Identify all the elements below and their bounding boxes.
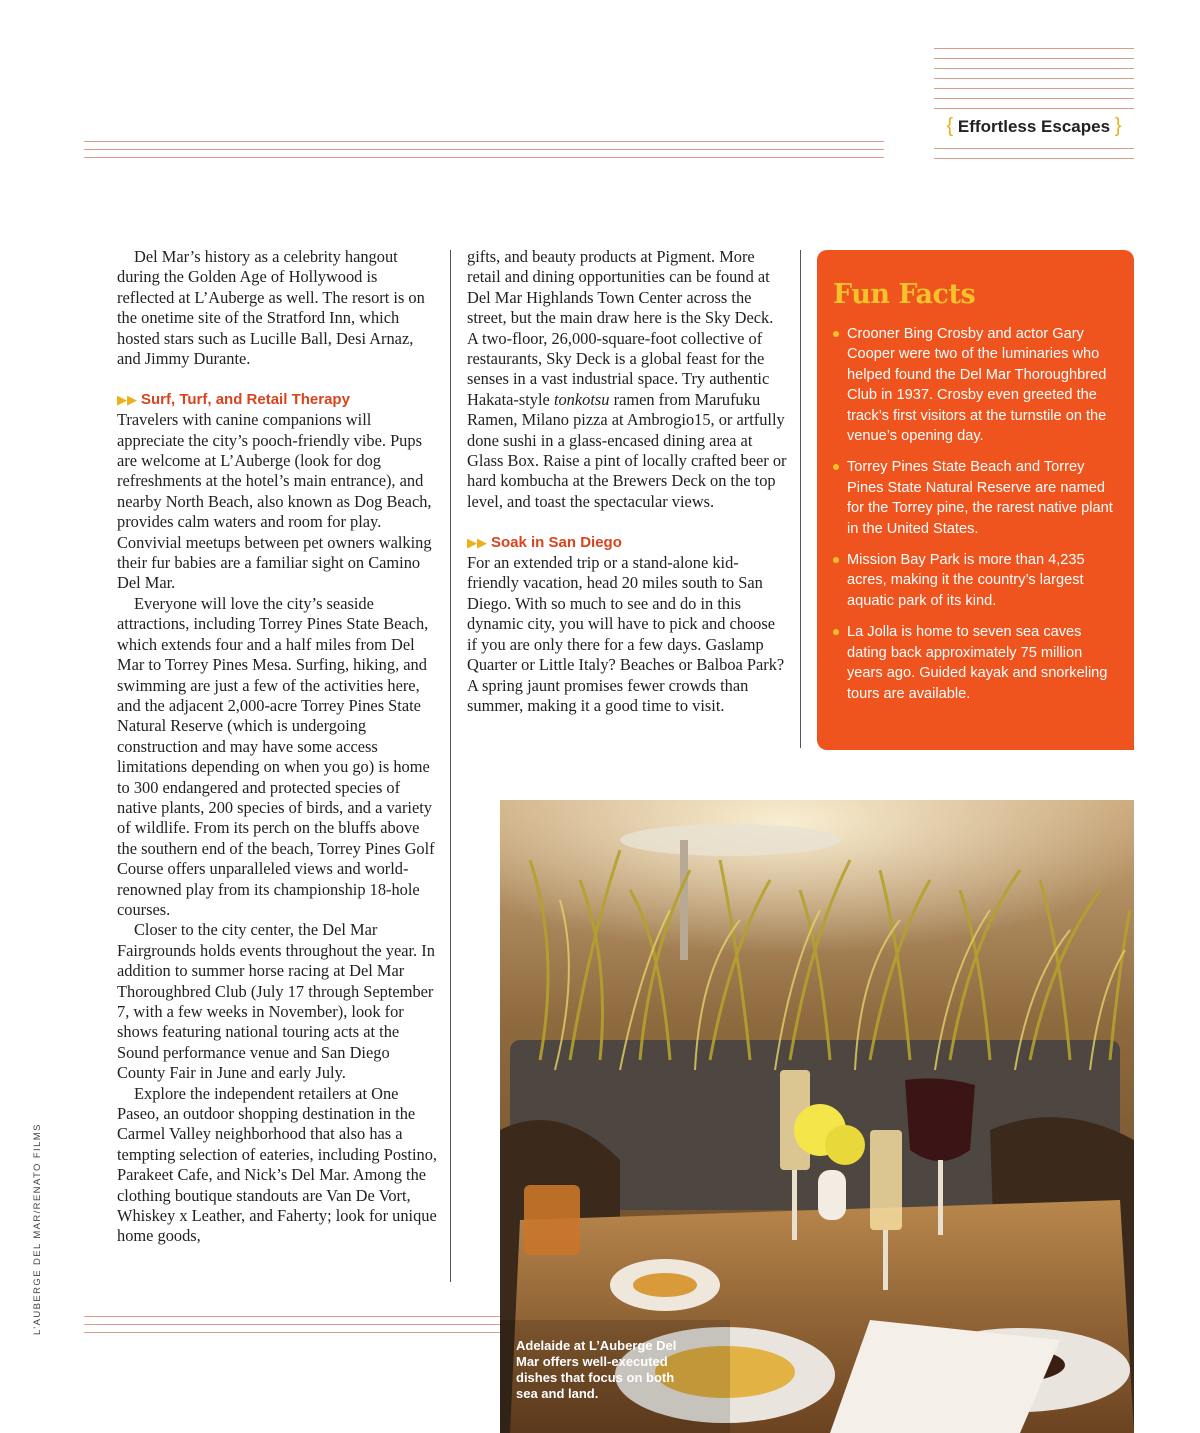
fun-fact-item bbox=[833, 622, 1116, 704]
fun-fact-text: Mission Bay Park is more than 4,235 acres, making it the country’s largest aquatic park of its kind. bbox=[847, 552, 1085, 609]
column-divider-1 bbox=[450, 250, 451, 1282]
paragraph: For an extended trip or a stand-alone kid-friendly vacation, head 20 miles south to San Diego. With so much to see and do in this dynamic city, you will have to pick and choose if you are only there for a few days. Gaslamp Quarter or Little Italy? Beaches or Balboa Park? A spring jaunt promises fewer crowds than summer, making it a good time to visit. bbox=[467, 553, 785, 715]
subhead-label: Soak in San Diego bbox=[491, 533, 622, 551]
text-run: gifts, and beauty products at Pigment. More retail and dining opportunities can be found at Del Mar Highlands Town Center across the street, but the main draw here is the Sky Deck. A two-floor, 26,000-square-foot collective of restaurants, Sky Deck is a global feast for the senses in a vast industrial space. Try authentic Hakata-style bbox=[467, 247, 774, 409]
fun-facts-box bbox=[817, 250, 1134, 750]
arrow-icon: ▶▶ bbox=[117, 391, 137, 407]
paragraph: Del Mar’s history as a celebrity hangout during the Golden Age of Hollywood is reflected at L’Auberge as well. The resort is on the onetime site of the Stratford Inn, which hosted stars such as Lucille Ball, Desi Arnaz, and Jimmy Durante. bbox=[117, 247, 425, 369]
fun-fact-item bbox=[833, 457, 1116, 539]
fun-facts-list bbox=[833, 324, 1116, 704]
header-rules-right bbox=[934, 48, 1134, 160]
bullet-icon bbox=[833, 557, 839, 563]
fun-fact-item bbox=[833, 324, 1116, 446]
arrow-icon: ▶▶ bbox=[467, 534, 487, 550]
photo-caption: Adelaide at L’Auberge Del Mar offers well-executed dishes that focus on both sea and land. bbox=[516, 1338, 677, 1401]
photo-credit: L’AUBERGE DEL MAR/RENATO FILMS bbox=[32, 1123, 43, 1335]
article-column-1 bbox=[117, 247, 437, 1247]
fun-fact-text: La Jolla is home to seven sea caves dating back approximately 75 million years ago. Guided kayak and snorkeling tours are available. bbox=[847, 624, 1108, 702]
section-tag bbox=[934, 113, 1134, 139]
paragraph: Travelers with canine companions will appreciate the city’s pooch-friendly vibe. Pups are welcome at L’Auberge (look for dog refreshments at the hotel’s main entrance), and nearby North Beach, also known as Dog Beach, provides calm waters and room for play. Convivial meetups between pet owners walking their fur babies are a familiar sight on Camino Del Mar. bbox=[117, 410, 432, 593]
bullet-icon bbox=[833, 629, 839, 635]
paragraph: Closer to the city center, the Del Mar Fairgrounds holds events throughout the year. In addition to summer horse racing at Del Mar Thoroughbred Club (July 17 through September 7, with a few weeks in November), look for shows featuring national touring acts at the Sound performance venue and San Diego County Fair in June and early July. bbox=[117, 920, 435, 1083]
brace-open: { bbox=[946, 115, 954, 137]
paragraph: Explore the independent retailers at One Paseo, an outdoor shopping destination in the Carmel Valley neighborhood that also has a tempting selection of eateries, including Postino, Parakeet Cafe, and Nick’s Del Mar. Among the clothing boutique standouts are Van De Vort, Whiskey x Leather, and Faherty; look for unique home goods, bbox=[117, 1083, 438, 1246]
brace-close: } bbox=[1114, 115, 1122, 137]
footer-rules-left bbox=[84, 1316, 500, 1334]
subhead-soak-san-diego bbox=[467, 533, 787, 553]
bullet-icon bbox=[833, 331, 839, 337]
column-divider-2 bbox=[800, 250, 801, 748]
subhead-label: Surf, Turf, and Retail Therapy bbox=[141, 390, 350, 408]
subhead-surf-turf bbox=[117, 390, 437, 410]
section-tag-label: Effortless Escapes bbox=[957, 117, 1111, 136]
fun-facts-title: Fun Facts bbox=[833, 279, 976, 310]
fun-fact-text: Torrey Pines State Beach and Torrey Pines State Natural Reserve are named for the Torrey pine, the rarest native plant in the United States. bbox=[847, 459, 1113, 537]
paragraph bbox=[467, 247, 787, 512]
bullet-icon bbox=[833, 464, 839, 470]
article-column-2 bbox=[467, 247, 787, 716]
text-run: ramen from Marufuku Ramen, Milano pizza at Ambrogio15, or artfully done sushi in a glass-encased dining area at Glass Box. Raise a pint of locally crafted beer or hard kombucha at the Brewers Deck on the top level, and toast the spectacular views. bbox=[467, 389, 787, 511]
fun-fact-item bbox=[833, 550, 1116, 611]
text-run-italic: tonkotsu bbox=[553, 389, 610, 409]
restaurant-photo bbox=[500, 800, 1134, 1433]
header-rules-left bbox=[84, 141, 884, 159]
fun-fact-text: Crooner Bing Crosby and actor Gary Cooper were two of the luminaries who helped found the Del Mar Thoroughbred Club in 1937. Crosby even greeted the track’s first visitors at the turnstile on the venue’s opening day. bbox=[847, 326, 1107, 445]
paragraph: Everyone will love the city’s seaside attractions, including Torrey Pines State Beach, which extends four and a half miles from Del Mar to Torrey Pines Mesa. Surfing, hiking, and swimming are just a few of the activities here, and the adjacent 2,000-acre Torrey Pines State Natural Reserve (which is undergoing construction and may have some access limitations depending on when you go) is home to 300 endangered and protected species of native plants, 200 species of birds, and a variety of wildlife. From its perch on the bluffs above the southern end of the beach, Torrey Pines Golf Course offers unparalleled views and world-renowned play from its championship 18-hole courses. bbox=[117, 593, 435, 919]
